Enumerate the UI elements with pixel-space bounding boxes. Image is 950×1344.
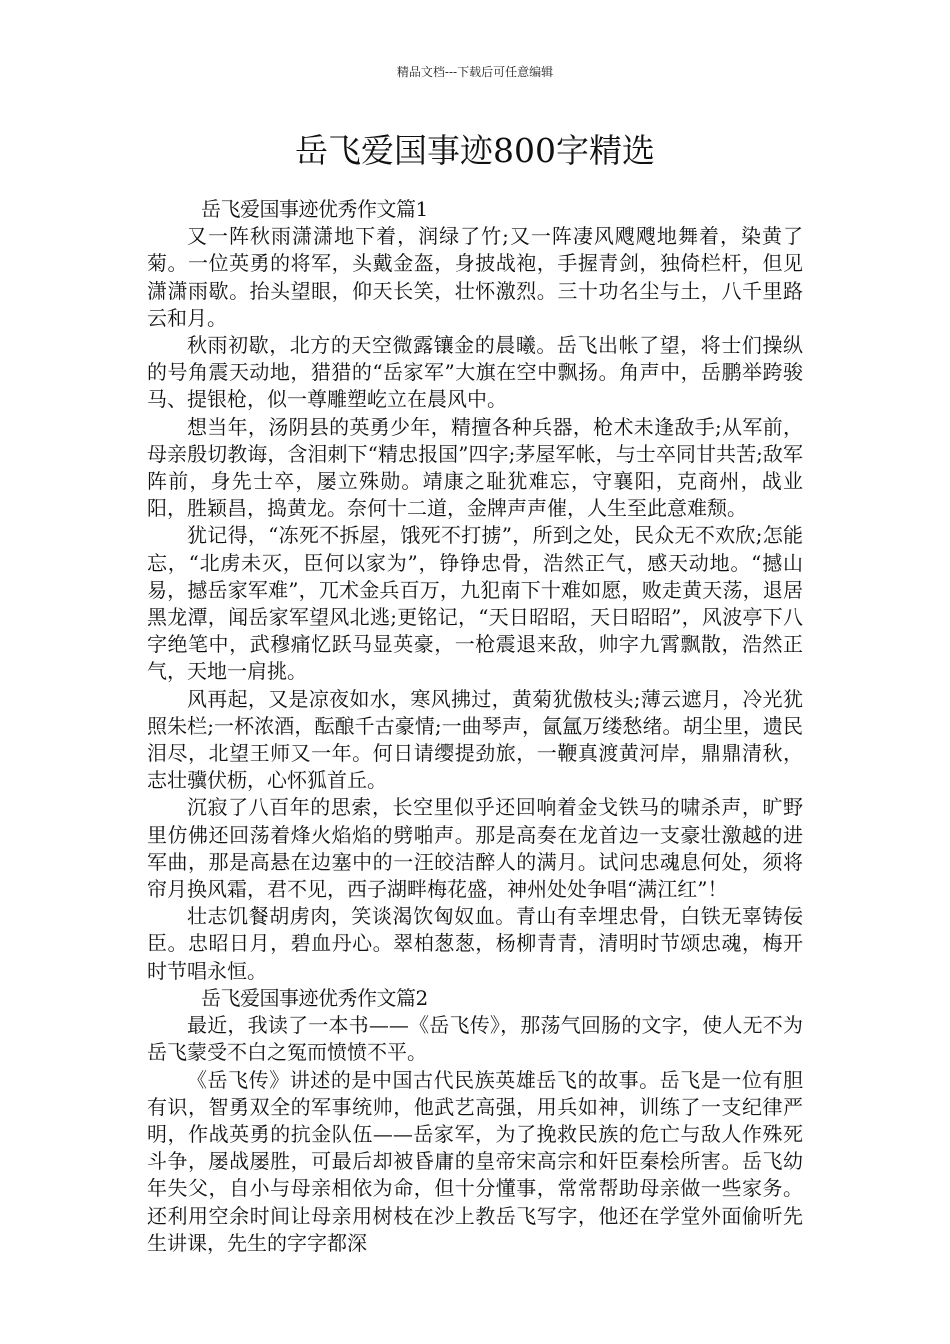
paragraph: 沉寂了八百年的思索，长空里似乎还回响着金戈铁马的啸杀声，旷野里仿佛还回荡着烽火焰焰的劈啪声。那是高奏在龙首边一支豪壮激越的进军曲，那是高悬在边塞中的一汪皎洁醉人的满月。试问忠魂息何处，须将帘月换风霜，君不见，西子湖畔梅花盛，神州处处争唱“满江红”！ [147, 795, 803, 902]
paragraph: 《岳飞传》讲述的是中国古代民族英雄岳飞的故事。岳飞是一位有胆有识，智勇双全的军事统帅，他武艺高强，用兵如神，训练了一支纪律严明，作战英勇的抗金队伍——岳家军，为了挽救民族的危亡与敌人作殊死斗争，屡战屡胜，可最后却被昏庸的皇帝宋高宗和奸臣秦桧所害。岳飞幼年失父，自小与母亲相依为命，但十分懂事，常常帮助母亲做一些家务。还利用空余时间让母亲用树枝在沙上教岳飞写字，他还在学堂外面偷听先生讲课，先生的字字都深 [147, 1067, 803, 1255]
page-header: 精品文档---下载后可任意编辑 [396, 65, 554, 79]
paragraph: 犹记得，“冻死不拆屋，饿死不打掳”，所到之处，民众无不欢欣;怎能忘，“北虏未灭，臣何以家为”，铮铮忠骨，浩然正气，感天动地。“撼山易，撼岳家军难”，兀术金兵百万，九犯南下十难如愿，败走黄天荡，退居黑龙潭，闻岳家军望风北逃;更铭记，“天日昭昭，天日昭昭”，风波亭下八字绝笔中，武穆痛忆跃马显英豪，一枪震退来敌，帅字九霄飘散，浩然正气，天地一肩挑。 [147, 523, 803, 684]
paragraph: 壮志饥餐胡虏肉，笑谈渴饮匈奴血。青山有幸埋忠骨，白铁无辜铸佞臣。忠昭日月，碧血丹心。翠柏葱葱，杨柳青青，清明时节颂忠魂，梅开时节唱永恒。 [147, 904, 803, 983]
document-title: 岳飞爱国事迹800字精选 [295, 131, 655, 170]
paragraph: 秋雨初歇，北方的天空微露镶金的晨曦。岳飞出帐了望，将士们操纵的号角震天动地，猎猎的“岳家军”大旗在空中飘扬。角声中，岳鹏举跨骏马、提银枪，似一尊雕塑屹立在晨风中。 [147, 333, 803, 412]
document-body [147, 196, 803, 1257]
paragraph: 想当年，汤阴县的英勇少年，精擅各种兵器，枪术未逢敌手;从军前，母亲殷切教诲，含泪刺下“精忠报国”四字;茅屋军帐，与士卒同甘共苦;敌军阵前，身先士卒，屡立殊勋。靖康之耻犹难忘，守襄阳，克商州，战业阳，胜颖昌，捣黄龙。奈何十二道，金牌声声催，人生至此意难颓。 [147, 414, 803, 521]
paragraph: 风再起，又是凉夜如水，寒风拂过，黄菊犹傲枝头;薄云遮月，冷光犹照朱栏;一杯浓酒，酝酿千古豪情;一曲琴声，氤氲万缕愁绪。胡尘里，遗民泪尽，北望王师又一年。何日请缨提劲旅，一鞭真渡黄河岸，鼎鼎清秋，志壮骥伏枥，心怀狐首丘。 [147, 686, 803, 793]
section-heading-1: 岳飞爱国事迹优秀作文篇1 [201, 197, 428, 221]
paragraph: 又一阵秋雨潇潇地下着，润绿了竹;又一阵凄风飕飕地舞着，染黄了菊。一位英勇的将军，头戴金盔，身披战袍，手握青剑，独倚栏杆，但见潇潇雨歇。抬头望眼，仰天长笑，壮怀激烈。三十功名尘与土，八千里路云和月。 [147, 224, 803, 330]
section-heading-2: 岳飞爱国事迹优秀作文篇2 [201, 985, 428, 1010]
paragraph: 最近，我读了一本书——《岳飞传》，那荡气回肠的文字，使人无不为岳飞蒙受不白之冤而愤愤不平。 [147, 1013, 803, 1065]
